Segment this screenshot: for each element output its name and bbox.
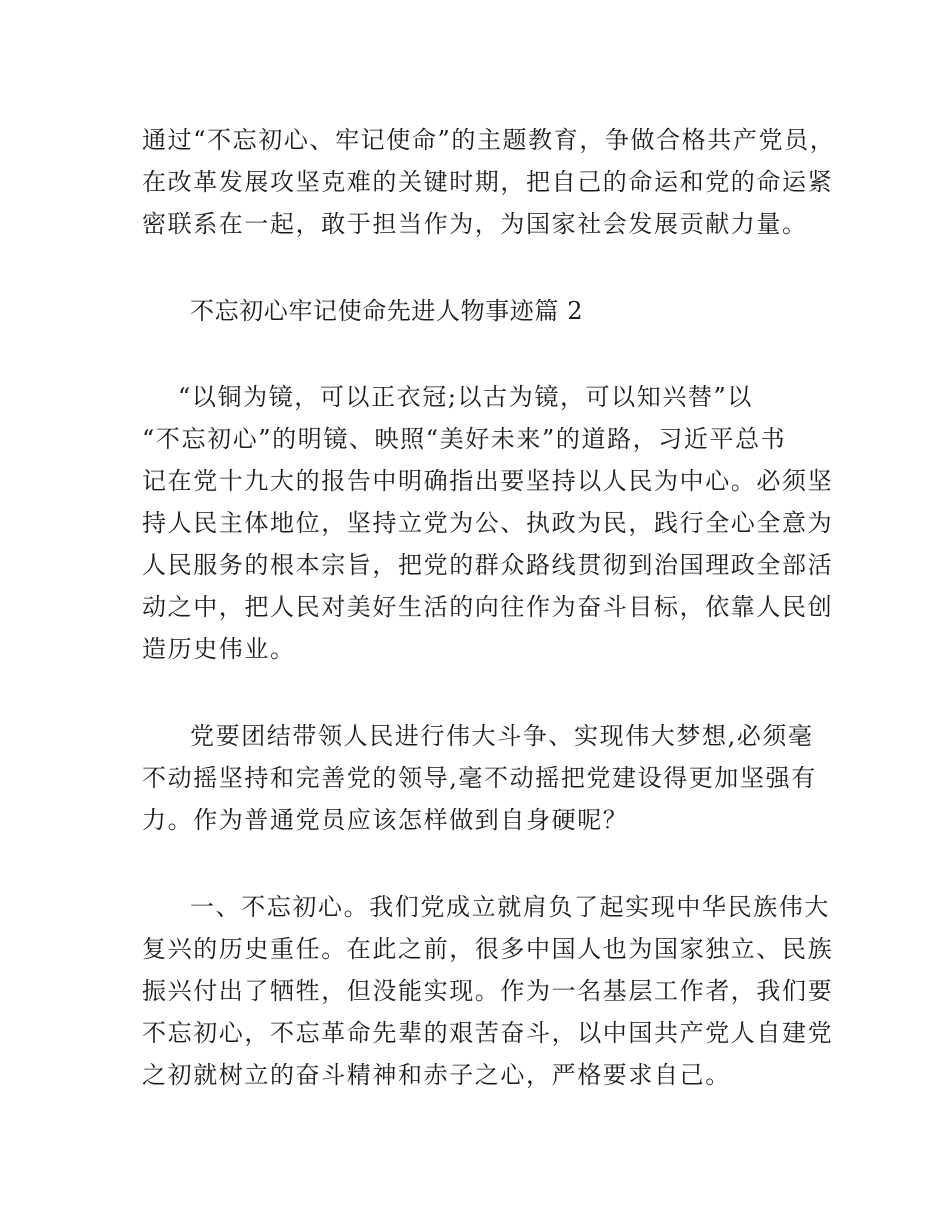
paragraph-line: “以铜为镜，可以正衣冠;以古为镜，可以知兴替”以 [178,383,754,411]
paragraph-line: 不忘初心，不忘革命先辈的艰苦奋斗，以中国共产党人自建党 [142,1019,834,1047]
paragraph-line: 复兴的历史重任。在此之前，很多中国人也为国家独立、民族 [142,935,834,963]
paragraph-line: 党要团结带领人民进行伟大斗争、实现伟大梦想,必须毫 [190,722,814,750]
paragraph-line: 记在党十九大的报告中明确指出要坚持以人民为中心。必须坚 [142,467,834,495]
section-heading: 不忘初心牢记使命先进人物事迹篇 2 [190,297,584,325]
paragraph-line: 通过“不忘初心、牢记使命”的主题教育，争做合格共产党员， [142,126,836,154]
paragraph-line: 一、不忘初心。我们党成立就肩负了起实现中华民族伟大 [190,893,830,921]
paragraph-line: 之初就树立的奋斗精神和赤子之心，严格要求自己。 [142,1061,731,1089]
paragraph-line: 不动摇坚持和完善党的领导,毫不动摇把党建设得更加坚强有 [142,764,817,792]
paragraph-line: 振兴付出了牺牲，但没能实现。作为一名基层工作者，我们要 [142,977,834,1005]
paragraph-line: 密联系在一起，敢于担当作为，为国家社会发展贡献力量。 [142,210,808,238]
paragraph-line: 在改革发展攻坚克难的关键时期，把自己的命运和党的命运紧 [142,168,834,196]
paragraph-line: 人民服务的根本宗旨，把党的群众路线贯彻到治国理政全部活 [142,551,834,579]
paragraph-line: “不忘初心”的明镜、映照“美好未来”的道路，习近平总书 [142,425,787,453]
paragraph-line: 力。作为普通党员应该怎样做到自身硬呢？ [142,806,629,834]
paragraph-line: 动之中，把人民对美好生活的向往作为奋斗目标，依靠人民创 [142,593,834,621]
paragraph-line: 造历史伟业。 [142,635,296,663]
paragraph-line: 持人民主体地位，坚持立党为公、执政为民，践行全心全意为 [142,509,834,537]
